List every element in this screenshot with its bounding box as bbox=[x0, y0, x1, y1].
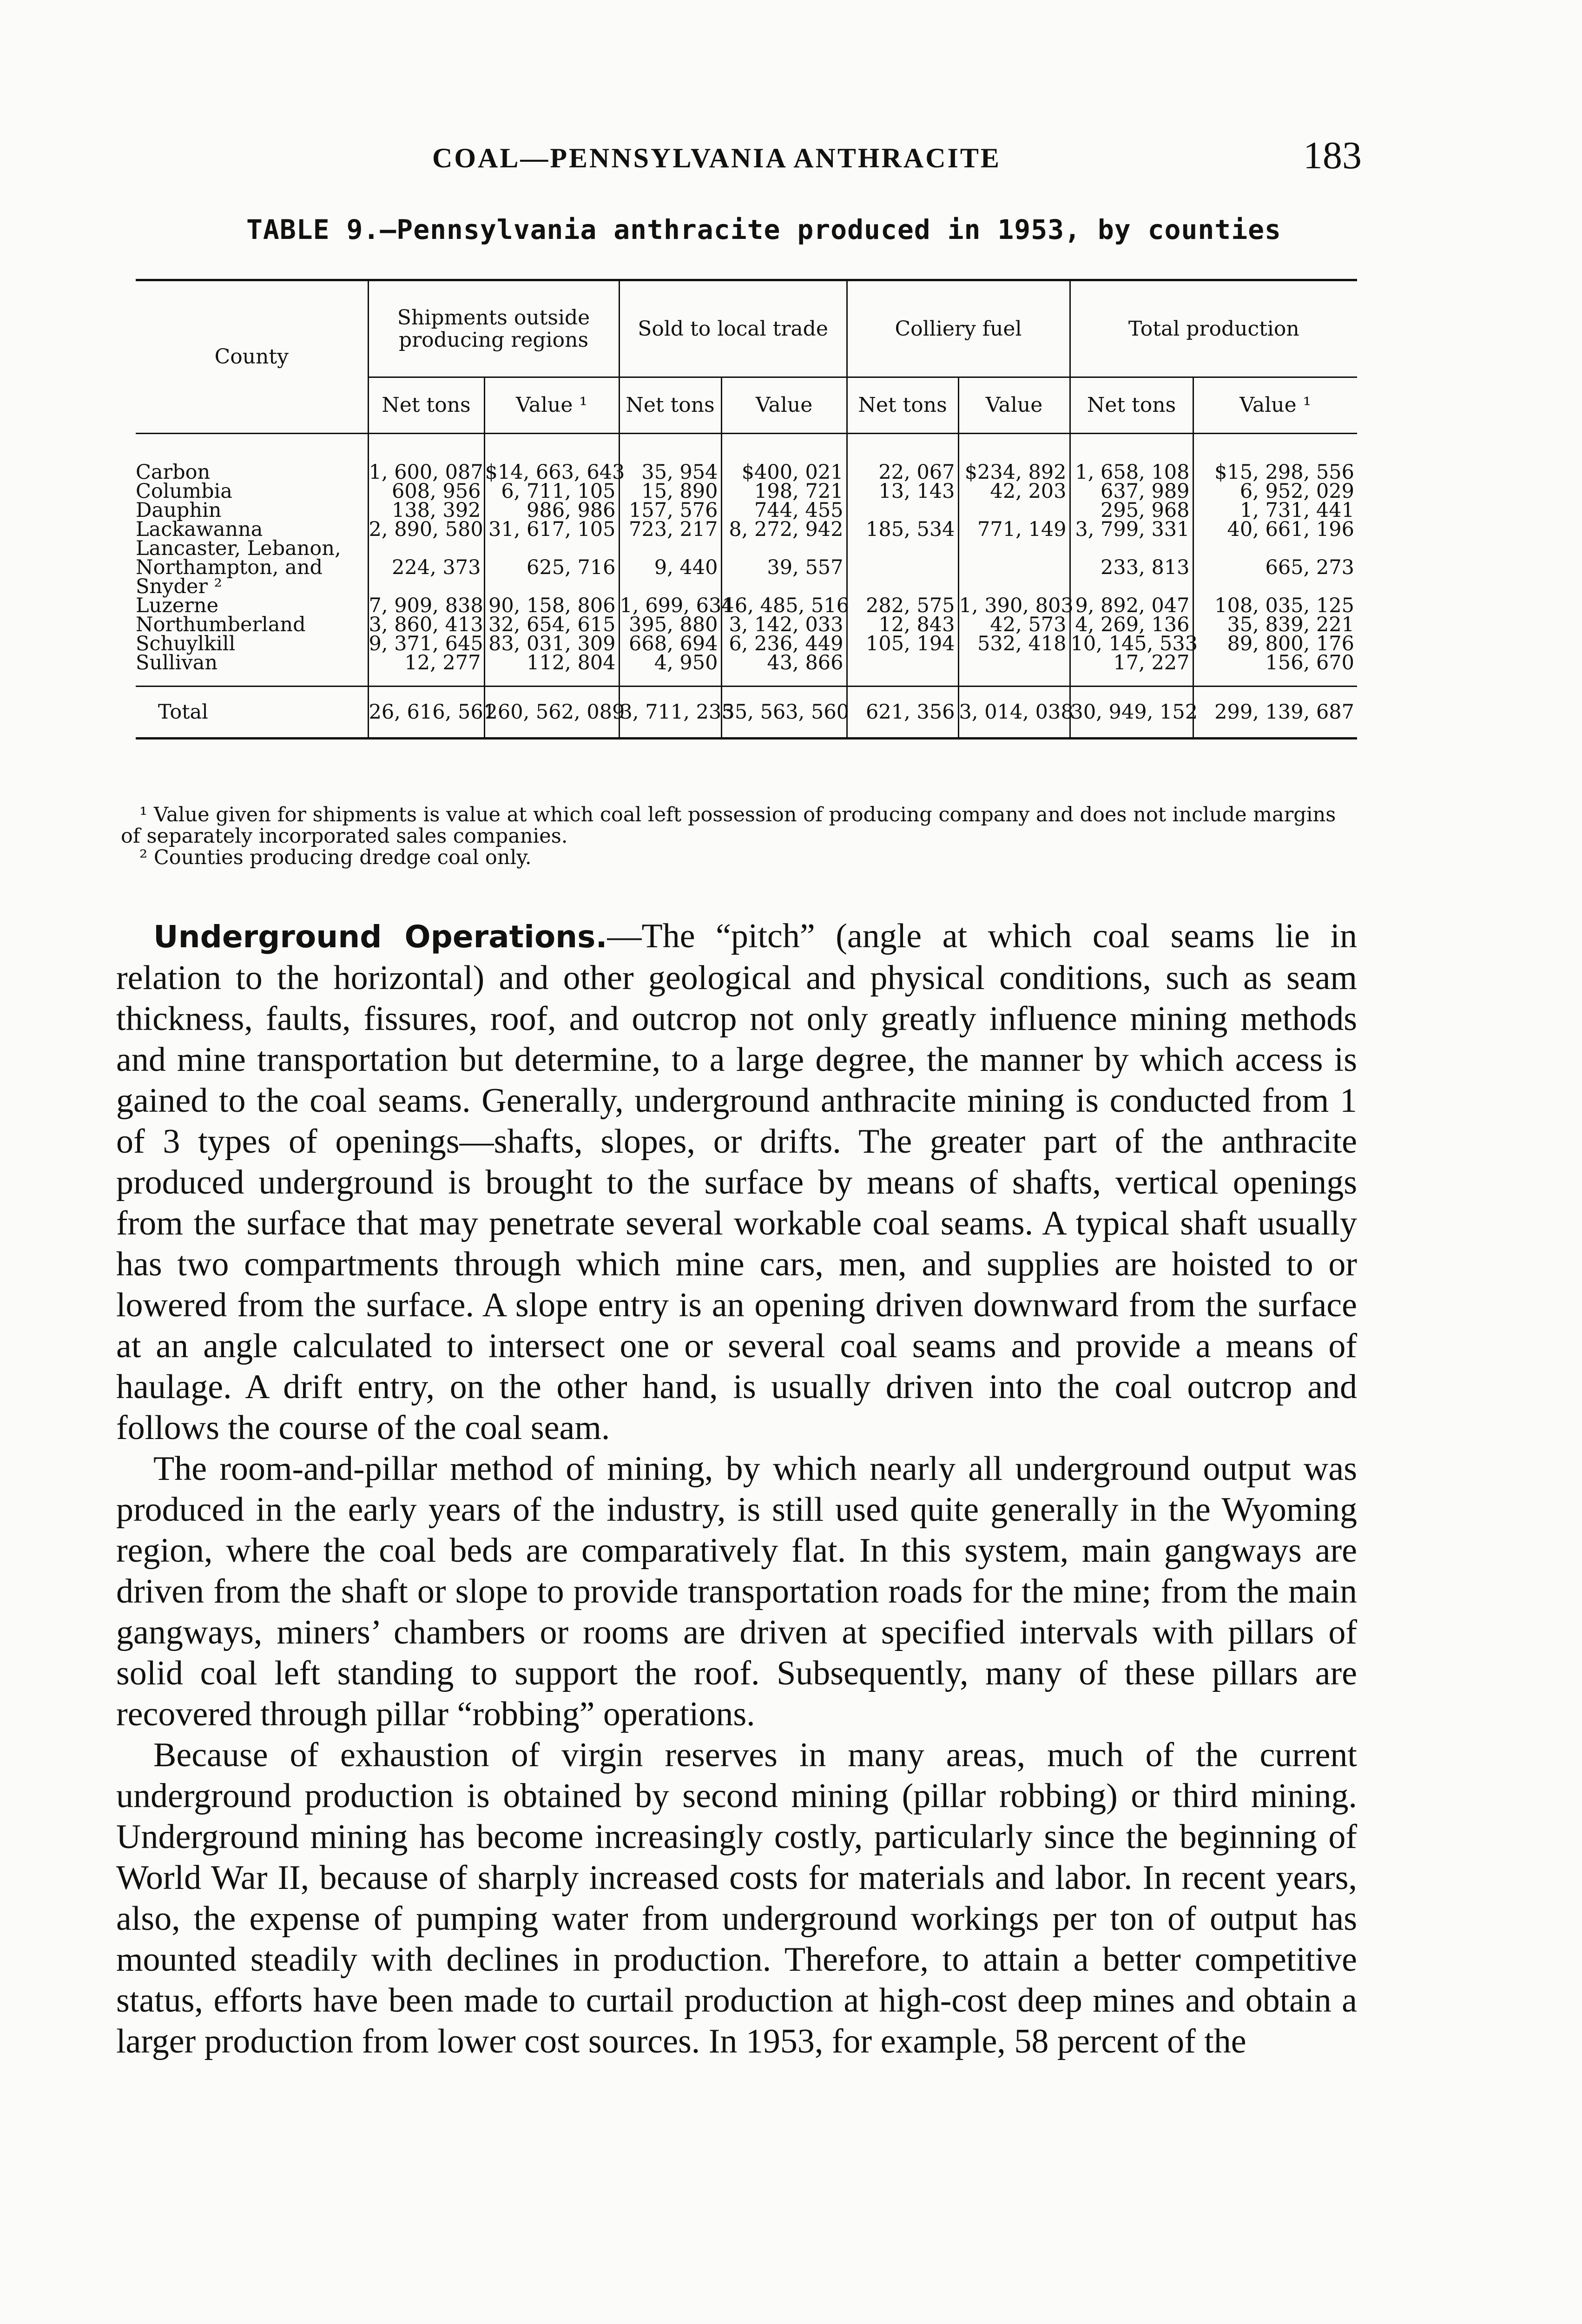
value-cell: 185, 534 bbox=[847, 520, 958, 539]
paragraph: The room-and-pillar method of mining, by which nearly all underground output was produced in the early years of the industry, is still used quite generally in the Wyoming region, where the coal beds are comparatively flat. In this system, main gangways are driven from the shaft or slope to provide transportation roads for the mine; from the main gangways, miners’ chambers or rooms are driven at specified intervals with pillars of solid coal left standing to support the roof. Subsequently, many of these pillars are recovered through pillar “robbing” operations. bbox=[116, 1450, 1357, 1733]
value-cell: 723, 217 bbox=[619, 520, 721, 539]
value-cell: 3, 142, 033 bbox=[721, 615, 847, 634]
body-text bbox=[116, 916, 1357, 2062]
value-cell: 9, 440 bbox=[619, 539, 721, 596]
value-cell: 282, 575 bbox=[847, 596, 958, 615]
value-cell: 668, 694 bbox=[619, 634, 721, 654]
running-head bbox=[116, 134, 1362, 190]
value-cell: 6, 952, 029 bbox=[1193, 482, 1357, 501]
value-cell: 3, 799, 331 bbox=[1070, 520, 1193, 539]
value-cell bbox=[847, 654, 958, 687]
value-cell: 665, 273 bbox=[1193, 539, 1357, 596]
paragraph bbox=[116, 916, 1357, 1448]
production-table bbox=[136, 279, 1357, 739]
value-cell: 7, 909, 838 bbox=[368, 596, 484, 615]
value-cell: 1, 600, 087 bbox=[368, 434, 484, 482]
total-cell: 260, 562, 089 bbox=[484, 687, 619, 739]
table-row bbox=[136, 520, 1357, 539]
sub-header: Value bbox=[721, 377, 847, 434]
value-cell: 9, 371, 645 bbox=[368, 634, 484, 654]
value-cell: 8, 272, 942 bbox=[721, 520, 847, 539]
value-cell: 12, 843 bbox=[847, 615, 958, 634]
county-cell: Schuylkill bbox=[136, 632, 236, 655]
value-cell: 90, 158, 806 bbox=[484, 596, 619, 615]
value-cell: 35, 839, 221 bbox=[1193, 615, 1357, 634]
footnote: ² Counties producing dredge coal only. bbox=[139, 846, 532, 869]
value-cell: 31, 617, 105 bbox=[484, 520, 619, 539]
value-cell: 112, 804 bbox=[484, 654, 619, 687]
value-cell: 15, 890 bbox=[619, 482, 721, 501]
sub-header: Net tons bbox=[1070, 377, 1193, 434]
value-cell: 986, 986 bbox=[484, 501, 619, 520]
value-cell: 295, 968 bbox=[1070, 501, 1193, 520]
value-cell bbox=[847, 539, 958, 596]
value-cell bbox=[847, 501, 958, 520]
county-cell: Luzerne bbox=[136, 594, 219, 617]
total-cell: 35, 563, 560 bbox=[721, 687, 847, 739]
value-cell: 12, 277 bbox=[368, 654, 484, 687]
value-cell: 32, 654, 615 bbox=[484, 615, 619, 634]
table-row bbox=[136, 434, 1357, 482]
value-cell: 224, 373 bbox=[368, 539, 484, 596]
table-row bbox=[136, 539, 1357, 596]
county-header: County bbox=[136, 280, 368, 434]
table-row bbox=[136, 654, 1357, 687]
paragraph-text: —The “pitch” (angle at which coal seams lie in relation to the horizontal) and other geological and physical conditions, such as seam thickness, faults, fissures, roof, and outcrop not only greatly influence mining methods and mine transportation but determine, to a large degree, the manner by which access is gained to the coal seams. Generally, underground anthracite mining is conducted from 1 of 3 types of openings—shafts, slopes, or drifts. The greater part of the anthracite produced underground is brought to the surface by means of shafts, vertical openings from the surface that may penetrate several workable coal seams. A typical shaft usually has two compartments through which mine cars, men, and supplies are hoisted to or lowered from the surface. A slope entry is an opening driven downward from the surface at an angle calculated to intersect one or several coal seams and provide a means of haulage. A drift entry, on the other hand, is usually driven into the coal outcrop and follows the course of the coal seam. bbox=[116, 917, 1357, 1447]
sub-header: Net tons bbox=[619, 377, 721, 434]
value-cell: 1, 390, 803 bbox=[959, 594, 1074, 617]
page-number: 183 bbox=[1303, 134, 1362, 177]
value-cell: 42, 573 bbox=[958, 615, 1070, 634]
total-cell: 299, 139, 687 bbox=[1193, 687, 1357, 739]
total-cell: 30, 949, 152 bbox=[1070, 687, 1193, 739]
group-header-total-production: Total production bbox=[1070, 280, 1357, 377]
value-cell: 13, 143 bbox=[847, 482, 958, 501]
value-cell: 1, 699, 634 bbox=[620, 594, 734, 617]
value-cell: $234, 892 bbox=[958, 434, 1070, 482]
value-cell: 6, 711, 105 bbox=[484, 482, 619, 501]
sub-header: Net tons bbox=[368, 377, 484, 434]
table-body bbox=[136, 434, 1357, 687]
value-cell: 9, 892, 047 bbox=[1070, 596, 1193, 615]
paragraph: Because of exhaustion of virgin reserves in many areas, much of the current underground production is obtained by second mining (pillar robbing) or third mining. Underground mining has become increasingly costly, particularly since the beginning of World War II, because of sharply increased costs for materials and labor. In recent years, also, the expense of pumping water from underground workings per ton of output has mounted steadily with declines in production. Therefore, to attain a better competitive status, efforts have been made to curtail production at high-cost deep mines and obtain a larger production from lower cost sources. In 1953, for example, 58 percent of the bbox=[116, 1736, 1357, 2060]
running-title: COAL—PENNSYLVANIA ANTHRACITE bbox=[432, 143, 1001, 173]
total-cell: 3, 014, 038 bbox=[958, 687, 1070, 739]
value-cell: 39, 557 bbox=[721, 539, 847, 596]
value-cell: 83, 031, 309 bbox=[484, 634, 619, 654]
table-row bbox=[136, 482, 1357, 501]
county-cell: Lancaster, Lebanon, Northampton, and Snyder ² bbox=[136, 537, 341, 598]
total-cell: 26, 616, 561 bbox=[368, 687, 484, 739]
county-cell: Sullivan bbox=[136, 651, 218, 674]
value-cell: $400, 021 bbox=[721, 434, 847, 482]
value-cell: 2, 890, 580 bbox=[368, 520, 484, 539]
value-cell: 157, 576 bbox=[619, 501, 721, 520]
value-cell: 3, 860, 413 bbox=[368, 615, 484, 634]
value-cell: 625, 716 bbox=[484, 539, 619, 596]
total-label: Total bbox=[136, 687, 368, 739]
county-cell: Northumberland bbox=[136, 613, 306, 636]
county-cell: Lackawanna bbox=[136, 518, 263, 541]
value-cell: 10, 145, 533 bbox=[1070, 632, 1198, 655]
value-cell: 198, 721 bbox=[721, 482, 847, 501]
total-cell: 621, 356 bbox=[847, 687, 958, 739]
table-row bbox=[136, 501, 1357, 520]
value-cell: 4, 950 bbox=[619, 654, 721, 687]
value-cell: 40, 661, 196 bbox=[1193, 520, 1357, 539]
sub-header: Value ¹ bbox=[484, 377, 619, 434]
value-cell: 744, 455 bbox=[721, 501, 847, 520]
value-cell: 16, 485, 516 bbox=[722, 594, 850, 617]
value-cell: $15, 298, 556 bbox=[1193, 434, 1357, 482]
value-cell: 608, 956 bbox=[368, 482, 484, 501]
county-cell: Dauphin bbox=[136, 499, 222, 522]
value-cell: $14, 663, 643 bbox=[484, 434, 619, 482]
value-cell: 6, 236, 449 bbox=[721, 634, 847, 654]
value-cell: 771, 149 bbox=[958, 520, 1070, 539]
value-cell: 108, 035, 125 bbox=[1193, 596, 1357, 615]
county-cell: Columbia bbox=[136, 480, 232, 503]
group-header-shipments: Shipments outside producing regions bbox=[368, 280, 619, 377]
value-cell bbox=[958, 654, 1070, 687]
table-total-row bbox=[136, 687, 1357, 739]
section-heading: Underground Operations. bbox=[153, 919, 607, 955]
group-header-colliery-fuel: Colliery fuel bbox=[847, 280, 1070, 377]
value-cell: 1, 731, 441 bbox=[1193, 501, 1357, 520]
value-cell: 637, 989 bbox=[1070, 482, 1193, 501]
value-cell: 233, 813 bbox=[1070, 539, 1193, 596]
table-header-groups bbox=[136, 280, 1357, 377]
county-cell: Carbon bbox=[136, 461, 211, 484]
group-header-local-trade: Sold to local trade bbox=[619, 280, 847, 377]
value-cell: 89, 800, 176 bbox=[1193, 634, 1357, 654]
value-cell: 4, 269, 136 bbox=[1070, 615, 1193, 634]
value-cell: 105, 194 bbox=[847, 634, 958, 654]
table-title: TABLE 9.—Pennsylvania anthracite produced in 1953, by counties bbox=[246, 214, 1281, 245]
table-row bbox=[136, 615, 1357, 634]
value-cell: 395, 880 bbox=[619, 615, 721, 634]
value-cell: 1, 658, 108 bbox=[1070, 434, 1193, 482]
table-row bbox=[136, 596, 1357, 615]
table-row bbox=[136, 634, 1357, 654]
value-cell: 42, 203 bbox=[958, 482, 1070, 501]
value-cell: 22, 067 bbox=[847, 434, 958, 482]
sub-header: Net tons bbox=[847, 377, 958, 434]
value-cell: 156, 670 bbox=[1193, 654, 1357, 687]
value-cell: 17, 227 bbox=[1070, 654, 1193, 687]
value-cell: 532, 418 bbox=[958, 634, 1070, 654]
value-cell bbox=[958, 501, 1070, 520]
total-cell: 3, 711, 235 bbox=[619, 687, 721, 739]
sub-header: Value bbox=[958, 377, 1070, 434]
footnote: ¹ Value given for shipments is value at which coal left possession of producing company and does not include margins of separately incorporated sales companies. bbox=[121, 803, 1336, 848]
table-footnotes bbox=[121, 804, 1357, 868]
value-cell: 138, 392 bbox=[368, 501, 484, 520]
value-cell: 43, 866 bbox=[721, 654, 847, 687]
value-cell bbox=[958, 539, 1070, 596]
sub-header: Value ¹ bbox=[1193, 377, 1357, 434]
value-cell: 35, 954 bbox=[619, 434, 721, 482]
